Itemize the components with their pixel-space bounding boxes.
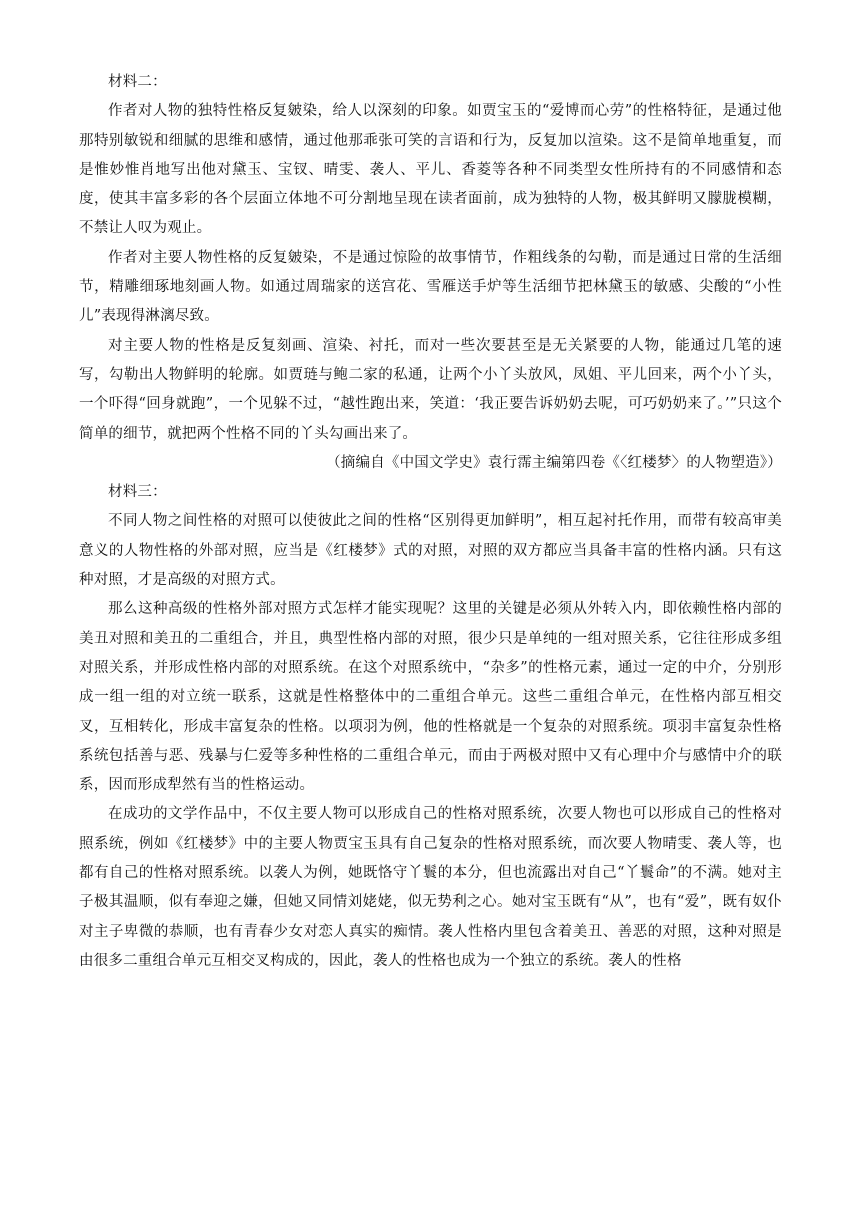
material-3-paragraph-3: 在成功的文学作品中，不仅主要人物可以形成自己的性格对照系统，次要人物也可以形成自己的性格对照系统，例如《红楼梦》中的主要人物贾宝玉具有自己复杂的性格对照系统，而次要人物晴雯、袭人等，也都有自己的性格对照系统。以袭人为例，她既恪守丫鬟的本分，但也流露出对自己“丫鬟命”的不满。她对主子极其温顺，似有奉迎之嫌，但她又同情刘姥姥，似无势利之心。她对宝玉既有“从”，也有“爱”，既有奴仆对主子卑微的恭顺，也有青春少女对恋人真实的痴情。袭人性格内里包含着美丑、善恶的对照，这种对照是由很多二重组合单元互相交叉构成的，因此，袭人的性格也成为一个独立的系统。袭人的性格 (79, 806, 782, 969)
material-3-paragraph-1: 不同人物之间性格的对照可以使彼此之间的性格“区别得更加鲜明”，相互起衬托作用，而带有较高审美意义的人物性格的外部对照，应当是《红楼梦》式的对照，对照的双方都应当具备丰富的性格内涵。只有这种对照，才是高级的对照方式。 (79, 513, 782, 589)
material-3-label: 材料三： (108, 484, 167, 501)
document-body (79, 68, 782, 976)
material-2-label: 材料二： (108, 74, 167, 90)
material-3-paragraph-2: 那么这种高级的性格外部对照方式怎样才能实现呢？这里的关键是必须从外转入内，即依赖性格内部的美丑对照和美丑的二重组合，并且，典型性格内部的对照，很少只是单纯的一组对照关系，它往往形成多组对照关系，并形成性格内部的对照系统。在这个对照系统中，“杂多”的性格元素，通过一定的中介，分别形成一组一组的对立统一联系，这就是性格整体中的二重组合单元。这些二重组合单元，在性格内部互相交叉，互相转化，形成丰富复杂的性格。以项羽为例，他的性格就是一个复杂的对照系统。项羽丰富复杂性格系统包括善与恶、残暴与仁爱等多种性格的二重组合单元，而由于两极对照中又有心理中介与感情中介的联系，因而形成犁然有当的性格运动。 (79, 601, 782, 794)
material-2-paragraph-3: 对主要人物的性格是反复刻画、渲染、衬托，而对一些次要甚至是无关紧要的人物，能通过几笔的速写，勾勒出人物鲜明的轮廓。如贾琏与鲍二家的私通，让两个小丫头放风，凤姐、平儿回来，两个小丫头，一个吓得“回身就跑”，一个见躲不过，“越性跑出来，笑道：‘我正要告诉奶奶去呢，可巧奶奶来了。’”只这个简单的细节，就把两个性格不同的丫头勾画出来了。 (79, 337, 782, 442)
material-2-paragraph-1: 作者对人物的独特性格反复皴染，给人以深刻的印象。如贾宝玉的“爱博而心劳”的性格特征，是通过他那特别敏锐和细腻的思维和感情，通过他那乖张可笑的言语和行为，反复加以渲染。这不是简单地重复，而是惟妙惟肖地写出他对黛玉、宝钗、晴雯、袭人、平儿、香菱等各种不同类型女性所持有的不同感情和态度，使其丰富多彩的各个层面立体地不可分割地呈现在读者面前，成为独特的人物，极其鲜明又朦胧模糊，不禁让人叹为观止。 (79, 103, 782, 237)
material-2-source-citation: （摘编自《中国文学史》袁行霈主编第四卷《〈红楼梦〉的人物塑造》） (326, 454, 782, 471)
material-2-paragraph-2: 作者对主要人物性格的反复皴染，不是通过惊险的故事情节，作粗线条的勾勒，而是通过日常的生活细节，精雕细琢地刻画人物。如通过周瑞家的送宫花、雪雁送手炉等生活细节把林黛玉的敏感、尖酸的“小性儿”表现得淋漓尽致。 (79, 249, 782, 325)
